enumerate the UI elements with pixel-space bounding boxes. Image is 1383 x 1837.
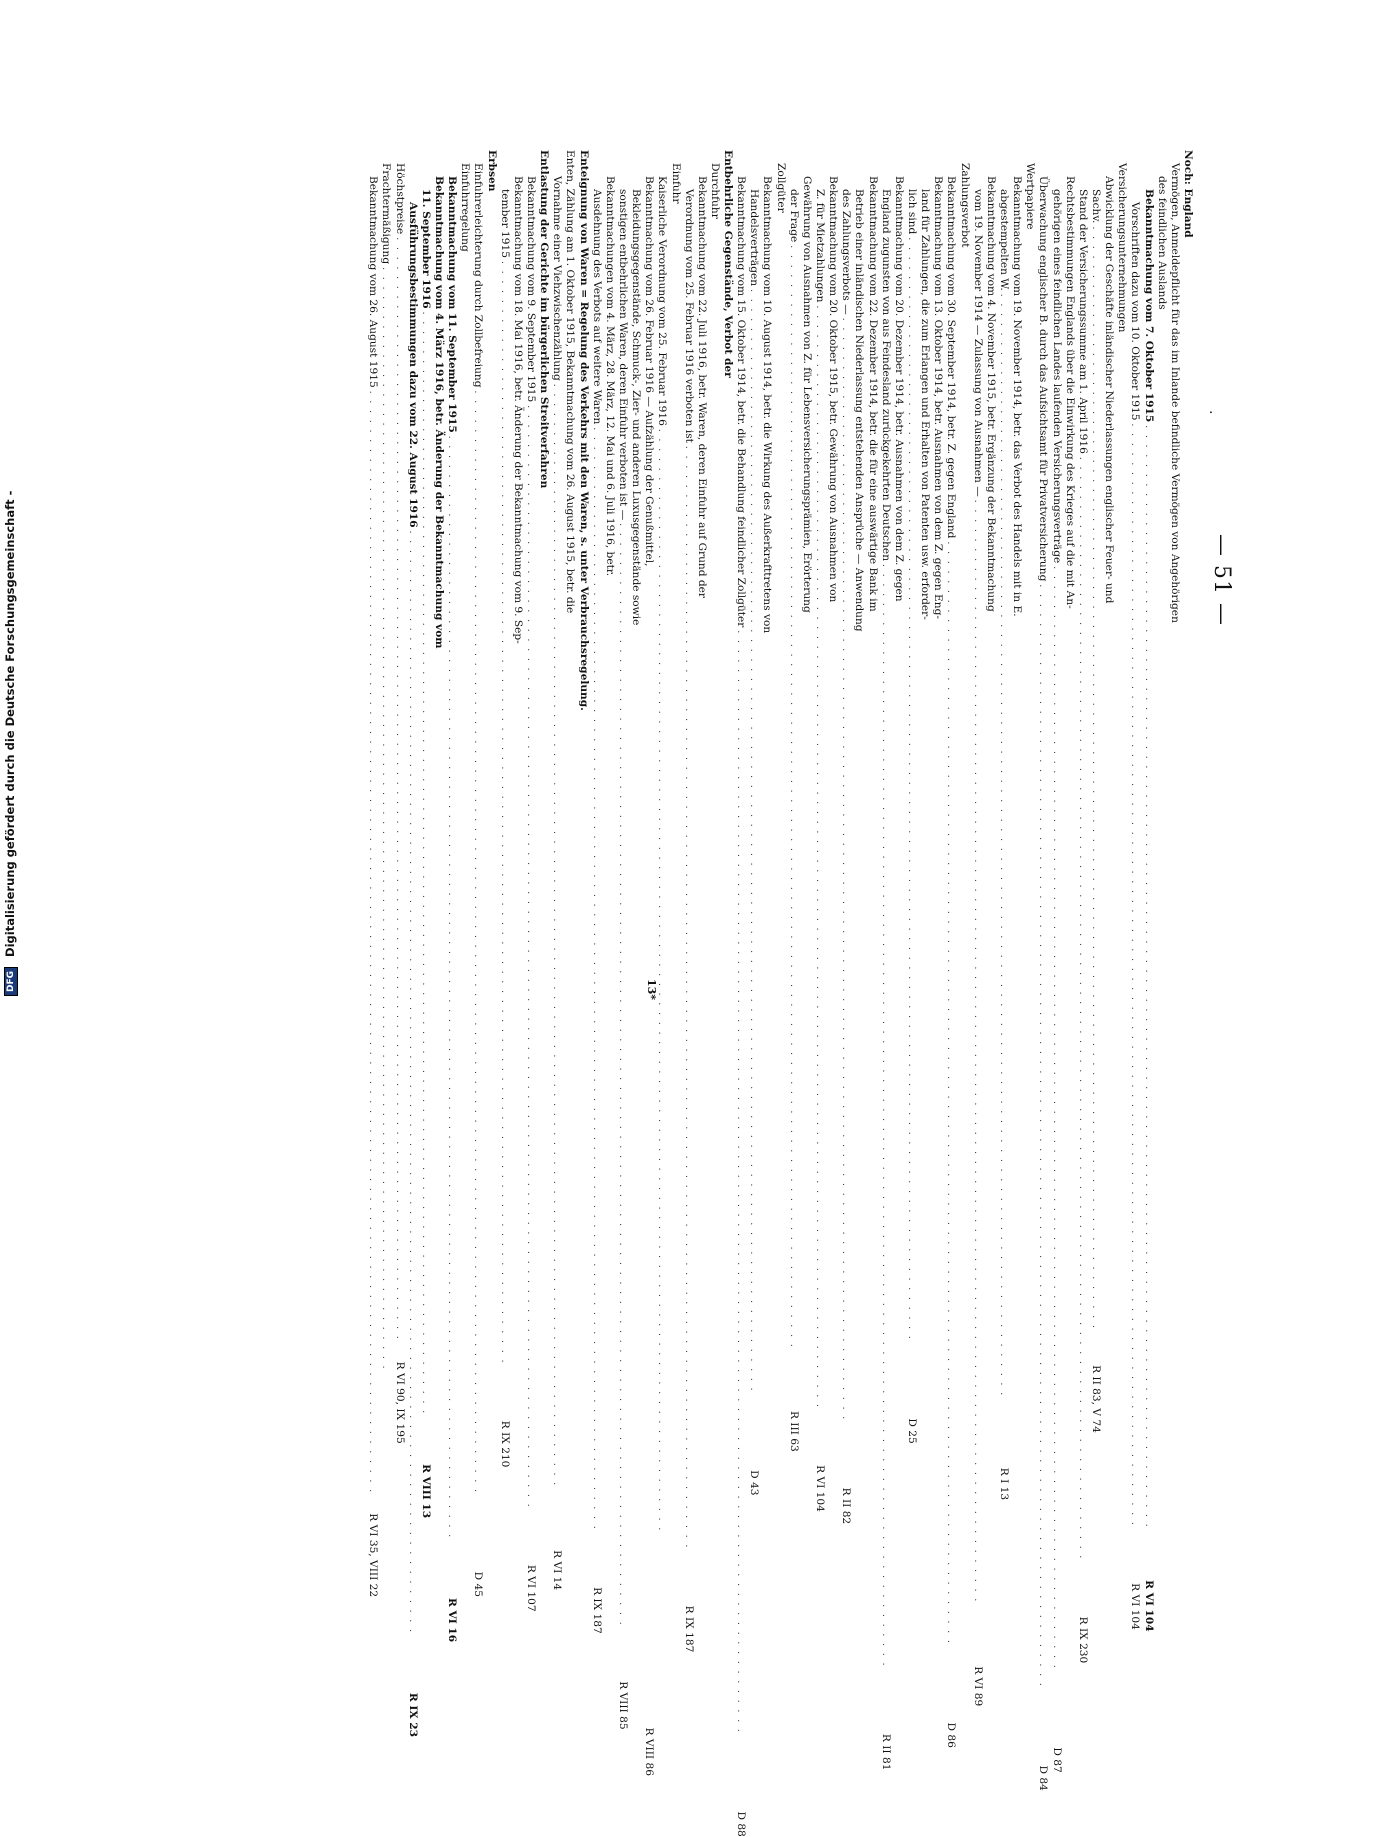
dot-leader xyxy=(1048,566,1061,1669)
dot-leader xyxy=(1140,425,1153,1528)
index-entry xyxy=(997,150,1011,1501)
index-entry-text: Ausdehnung des Verbots auf weitere Waren xyxy=(590,189,603,425)
dot-leader xyxy=(746,289,759,1392)
index-entry xyxy=(524,150,537,1612)
index-entry xyxy=(734,150,748,1837)
index-entry-text: Bekanntmachung vom 26. Februar 1916 — Aufzählung der Genußmittel, xyxy=(643,176,656,567)
dot-leader xyxy=(444,436,457,1539)
index-entry-text: Noch: England xyxy=(1182,150,1194,238)
signature-mark: 13* xyxy=(645,978,658,1000)
index-entry-reference: D 43 xyxy=(748,1470,761,1496)
index-entry-reference: R VI 104 xyxy=(814,1465,827,1512)
index-entry-text: gehörigen eines feindlichen Landes laufenden Versicherungsverträge xyxy=(1050,189,1063,564)
index-entry-reference: R VIII 86 xyxy=(643,1727,656,1776)
index-entry-text: Handelsverträgen xyxy=(748,189,761,287)
index-entry-reference: R VI 89 xyxy=(971,1666,984,1707)
index-entry-text: Bekanntmachung vom 11. September 1915 xyxy=(446,176,459,433)
index-entry-text: Zahlungsverbot xyxy=(958,163,971,248)
index-entry-text: Vermögen, Anmeldepflicht für das im Inlande befindliche Vermögen von Angehörigen xyxy=(1168,163,1181,623)
dot-leader xyxy=(615,523,628,1626)
index-entry-text: Sachv. xyxy=(1090,189,1103,224)
index-entry-text: 11. September 1916 xyxy=(419,189,432,309)
index-entry-reference: R VIII 85 xyxy=(616,1681,629,1730)
index-entry-reference: R VI 16 xyxy=(446,1598,459,1643)
dot-leader xyxy=(589,427,602,1530)
index-entry-text: Bekanntmachung vom 26. August 1915 xyxy=(367,176,380,388)
index-entry xyxy=(918,150,931,1000)
index-entry-text: Überwachung englischer B. durch das Aufsichtsamt für Privatversicherung xyxy=(1037,176,1050,582)
index-entry-text: des Zahlungsverbots — xyxy=(840,189,853,315)
index-entry-text: Z. für Mietzahlungen xyxy=(814,189,827,303)
index-entry xyxy=(629,150,642,1000)
index-entry xyxy=(682,150,695,1653)
index-entry-text: Bekanntmachung vom 7. Oktober 1915 xyxy=(1142,189,1155,423)
index-entry-text: Durchfuhr xyxy=(708,163,721,219)
index-entry-text: Bekanntmachung vom 15. Oktober 1914, betr. die Behandlung feindlicher Zollgüter xyxy=(735,176,748,628)
index-entry-reference: D 84 xyxy=(1037,1765,1050,1791)
index-entry xyxy=(392,150,406,1444)
index-entry-text: des feindlichen Auslands xyxy=(1155,176,1168,310)
index-entry-reference: R III 63 xyxy=(787,1410,800,1452)
index-entry-reference: R VI 35, VIII 22 xyxy=(367,1513,380,1598)
index-entry-text: Kaiserliche Verordnung vom 25. Februar 1916 xyxy=(656,176,669,426)
index-entry xyxy=(379,150,392,1000)
index-entry-text: vom 19. November 1914 — Zulassung von Ausnahmen — xyxy=(971,189,984,497)
index-entry-reference: R IX 187 xyxy=(682,1605,695,1653)
index-entry xyxy=(1168,150,1181,1000)
index-entry-reference: R IX 230 xyxy=(1076,1616,1089,1664)
index-entry-reference: D 45 xyxy=(472,1571,485,1597)
dot-leader xyxy=(418,312,431,1415)
index-entry xyxy=(944,150,958,1748)
index-entry xyxy=(1181,150,1194,1000)
digitization-credit-text: Digitalisierung gefördert durch die Deutsche Forschungsgemeinschaft - xyxy=(3,490,17,957)
index-entry-text: der Frage xyxy=(787,189,800,243)
index-entry xyxy=(1141,150,1155,1632)
index-entry-reference: R VI 107 xyxy=(524,1564,537,1612)
dot-leader xyxy=(970,500,983,1603)
dot-leader xyxy=(943,541,956,1644)
dot-leader xyxy=(1088,226,1101,1329)
index-entry-reference: R VI 14 xyxy=(551,1550,564,1591)
index-entry xyxy=(1036,150,1050,1791)
index-entry-reference: R VI 90, IX 195 xyxy=(393,1361,406,1444)
index-entry-text: Erbsen xyxy=(485,150,498,192)
index-entry-text: Ausführungsbestimmungen dazu vom 22. August 1916 xyxy=(406,202,419,528)
dot-leader xyxy=(996,294,1009,1397)
index-entry-text: Bekanntmachung vom 19. November 1914, betr. das Verbot des Handels mit in E. xyxy=(1011,176,1024,617)
index-entry-text: Einfuhrregelung xyxy=(459,163,472,252)
index-entry-reference: D 87 xyxy=(1050,1747,1063,1773)
index-entry-text: Bekanntmachung vom 13. Oktober 1914, betr. Ausnahmen von dem Z. gegen Eng- xyxy=(932,176,945,619)
index-entry-text: Vorschriften dazu vom 10. Oktober 1915 xyxy=(1129,202,1142,421)
index-entry-text: Bekanntmachung vom 22. Dezember 1914, betr. die für eine auswärtige Bank im xyxy=(866,176,879,612)
index-entry-text: abgestempelten W. xyxy=(998,189,1011,291)
index-entry-text: Versicherungsunternehmungen xyxy=(1116,163,1129,333)
index-entry-text: Vornahme einer Viehzwischenzählung xyxy=(551,176,564,381)
index-entry xyxy=(1102,150,1115,1000)
index-entry xyxy=(445,150,459,1643)
dot-leader xyxy=(812,305,825,1408)
dot-leader xyxy=(904,237,917,1340)
index-entry-text: Entbehrliche Gegenstände, Verbot der xyxy=(722,150,735,378)
index-entry xyxy=(366,150,380,1598)
index-entry-text: tember 1915 xyxy=(498,189,511,259)
index-entries xyxy=(366,150,1194,1837)
index-entry xyxy=(760,150,773,1000)
index-entry-reference: R I 13 xyxy=(998,1467,1011,1501)
index-entry xyxy=(616,150,629,1730)
index-entry xyxy=(1089,150,1103,1433)
index-entry-text: Gewährung von Ausnahmen von Z. für Lebensversicherungsprämien, Erörterung xyxy=(800,176,813,613)
index-entry xyxy=(879,150,892,1771)
index-entry-reference: R IX 210 xyxy=(498,1420,511,1468)
index-entry-text: land für Zahlungen, die zum Erlangen und Erhalten von Patenten usw. erforder- xyxy=(919,189,932,620)
index-entry xyxy=(905,150,919,1444)
index-entry-text: Wertpapiere xyxy=(1024,163,1037,230)
index-entry xyxy=(471,150,485,1597)
index-entry-text: Einfuhr xyxy=(669,163,682,204)
index-entry-text: Bekanntmachung vom 20. Oktober 1915, betr. Gewährung von Ausnahmen von xyxy=(827,176,840,603)
index-entry-text: Bekanntmachung vom 20. Dezember 1914, betr. Ausnahmen von dem Z. gegen xyxy=(892,176,905,602)
index-entry-text: Stand der Versicherungssumme am 1. April 1916 xyxy=(1076,189,1089,454)
index-entry-reference: D 86 xyxy=(945,1722,958,1748)
rotated-index-page xyxy=(230,150,1234,1837)
index-entry xyxy=(1128,150,1142,1630)
index-entry-reference: R VIII 13 xyxy=(419,1464,432,1519)
index-entry-reference: R IX 187 xyxy=(590,1587,603,1634)
index-entry-reference: R IX 23 xyxy=(406,1692,419,1737)
dot-leader xyxy=(497,261,510,1364)
index-entry-text: Bekanntmachung vom 4. November 1915, betr. Ergänzung der Bekanntmachung xyxy=(984,176,997,612)
index-entry-reference: R II 82 xyxy=(840,1487,853,1525)
dot-leader xyxy=(470,391,483,1494)
index-entry xyxy=(839,150,853,1525)
index-entry xyxy=(498,150,511,1468)
dot-leader xyxy=(733,630,746,1733)
index-entry xyxy=(708,150,721,1000)
dot-leader xyxy=(681,446,694,1549)
index-entry xyxy=(563,150,576,1000)
index-entry-reference: R VI 104 xyxy=(1142,1580,1155,1632)
index-entry-text: Rechtsbestimmungen Englands über die Einwirkung des Krieges auf die mit An- xyxy=(1063,176,1076,609)
index-entry xyxy=(813,150,827,1512)
index-entry-text: England zugunsten von aus Feindesland zurückgekehrten Deutschen xyxy=(879,189,892,562)
index-entry-text: Abwicklung der Geschäfte inländischer Niederlassungen englischer Feuer- und xyxy=(1103,176,1116,604)
dot-leader xyxy=(1035,584,1048,1687)
page-dot: . xyxy=(1206,410,1222,415)
dot-leader xyxy=(878,564,891,1667)
index-entry xyxy=(406,150,419,1737)
index-entry-reference: R VI 104 xyxy=(1129,1583,1142,1630)
index-entry-text: Zollgüter xyxy=(774,163,787,213)
dot-leader xyxy=(838,318,851,1421)
index-entry-text: Bekanntmachung vom 30. September 1914, betr. Z. gegen England xyxy=(945,176,958,539)
index-entry-reference: R II 83, V 74 xyxy=(1090,1365,1103,1433)
index-entry-text: Bekleidungsgegenstände, Schmuck-, Zier- und anderen Luxusgegenstände sowie xyxy=(630,189,643,626)
index-entry xyxy=(852,150,865,1000)
index-entry xyxy=(1010,150,1023,1000)
index-entry-text: sonstigen entbehrlichen Waren, deren Einfuhr verboten ist — xyxy=(616,189,629,521)
index-entry-text: Entlastung der Gerichte im bürgerlichen Streitverfahren xyxy=(538,150,551,489)
index-entry-text: Bekanntmachung vom 22. Juli 1916, betr. Waren, deren Einfuhr auf Grund der xyxy=(695,176,708,599)
dot-leader xyxy=(378,267,391,1370)
dot-leader xyxy=(523,405,536,1508)
index-entry xyxy=(747,150,761,1496)
index-entry-text: lich sind xyxy=(906,189,919,235)
index-entry-text: Bekanntmachung vom 9. September 1915 xyxy=(524,176,537,403)
index-entry-text: Bekanntmachung vom 18. Mai 1916, betr. Änderung der Bekanntmachung vom 9. Sep- xyxy=(511,176,524,644)
page-number: — 51 — xyxy=(1209,534,1234,626)
index-entry xyxy=(1155,150,1168,1000)
dfg-logo: DFG xyxy=(4,967,18,996)
index-entry-text: Bekanntmachungen vom 4. März, 28. März, 12. Mai und 6. Juli 1916, betr. xyxy=(603,176,616,577)
dot-leader xyxy=(365,391,378,1494)
index-entry-text: Enten, Zählung am 1. Oktober 1915, Bekanntmachung vom 26. August 1915, betr. die xyxy=(564,150,577,614)
index-entry-reference: D 25 xyxy=(906,1418,919,1444)
index-entry-text: Bekanntmachung vom 4. März 1916, betr. Änderung der Bekanntmachung vom xyxy=(432,176,445,649)
index-entry xyxy=(590,150,603,1634)
index-entry-text: Enteignung von Waren = Regelung des Verkehrs mit den Waren, s. unter Verbrauchsregelung. xyxy=(577,150,590,711)
index-entry xyxy=(550,150,564,1591)
index-entry-reference: R II 81 xyxy=(879,1733,892,1771)
index-entry xyxy=(655,150,668,1000)
index-entry-text: Betrieb einer inländischen Niederlassung entstehenden Ansprüche — Anwendung xyxy=(853,189,866,632)
dot-leader xyxy=(786,245,799,1348)
digitization-credit-sidebar xyxy=(0,0,18,1000)
dot-leader xyxy=(1075,457,1088,1560)
index-entry xyxy=(695,150,708,1000)
index-entry-text: Verordnung vom 25. Februar 1916 verboten ist xyxy=(682,189,695,443)
index-entry-text: Bekanntmachung vom 10. August 1914, betr. die Wirkung des Außerkrafttretens von xyxy=(761,176,774,634)
index-entry xyxy=(419,150,432,1519)
dot-leader xyxy=(549,384,562,1487)
index-entry xyxy=(1076,150,1089,1664)
dot-leader xyxy=(391,237,404,1340)
index-entry xyxy=(787,150,800,1452)
index-entry-reference: D 88 xyxy=(735,1811,748,1837)
index-entry-text: Höchstpreise xyxy=(393,163,406,235)
index-entry xyxy=(1049,150,1063,1773)
index-entry xyxy=(971,150,984,1707)
dot-leader xyxy=(1127,423,1140,1526)
index-entry-text: Einfuhrerleichterung durch Zollbefreiung xyxy=(472,163,485,388)
dot-leader xyxy=(405,531,418,1634)
index-entry-text: Frachtermäßigung xyxy=(380,163,393,265)
